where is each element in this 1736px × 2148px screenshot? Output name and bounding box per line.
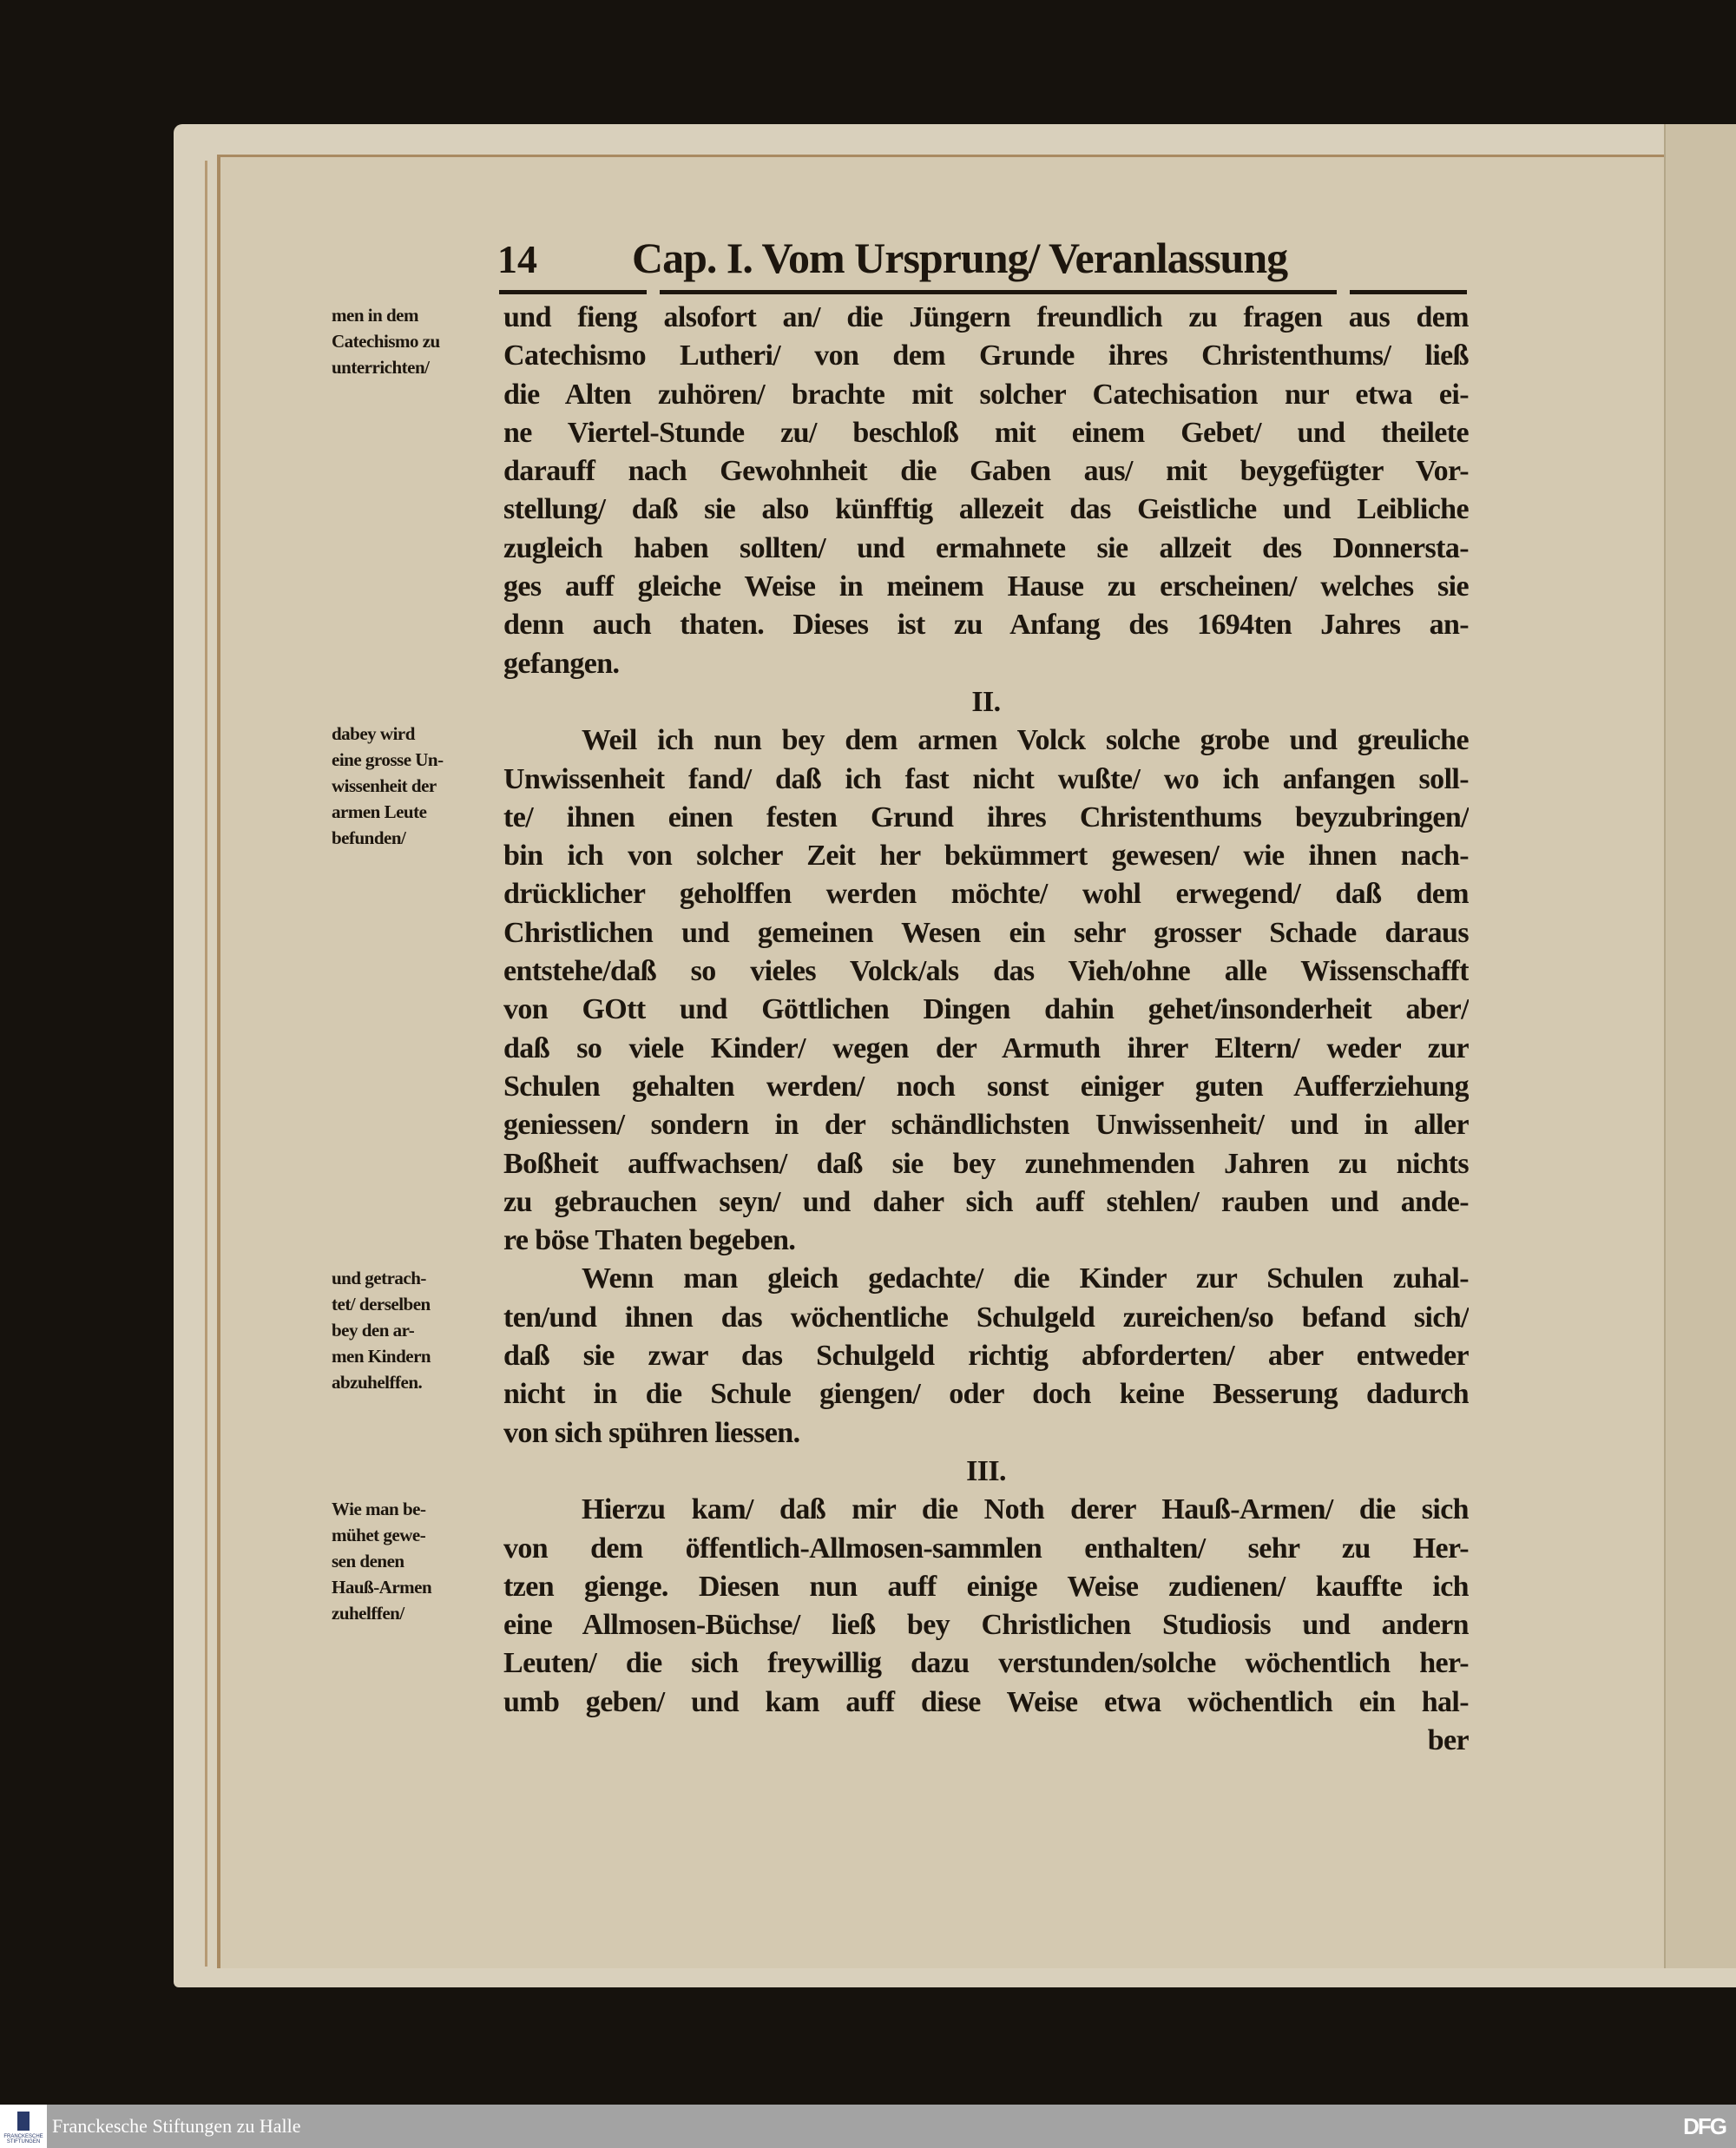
text-line: darauff nach Gewohnheit die Gaben aus/ mit beygefügter Vor-: [503, 455, 1469, 488]
dfg-logo[interactable]: DFG: [1683, 2113, 1726, 2139]
text-line: und fieng alsofort an/ die Jüngern freundlich zu fragen aus dem: [503, 301, 1469, 333]
logo-caption: FRANCKESCHE STIFTUNGEN: [3, 2134, 43, 2145]
text-line: Unwissenheit fand/ daß ich fast nicht wußte/ wo ich anfangen soll-: [503, 762, 1469, 795]
marginal-note-line: men Kindern: [332, 1346, 431, 1367]
text-line: stellung/ daß sie also künfftig allezeit das Geistliche und Leibliche: [503, 493, 1469, 526]
text-line: zugleich haben sollten/ und ermahnete sie allzeit des Donnersta-: [503, 531, 1469, 564]
marginal-note: [332, 302, 496, 380]
marginal-note-line: sen denen: [332, 1551, 404, 1571]
viewer-footer: [0, 2105, 1736, 2148]
text-line: Wenn man gleich gedachte/ die Kinder zur Schulen zuhal-: [582, 1262, 1469, 1295]
marginal-note-line: abzuhelffen.: [332, 1372, 423, 1393]
text-line: Leuten/ die sich freywillig dazu verstunden/solche wöchentlich her-: [503, 1647, 1469, 1680]
marginal-note-line: wissenheit der: [332, 775, 437, 796]
text-line: zu gebrauchen seyn/ und daher sich auff stehlen/ rauben und ande-: [503, 1185, 1469, 1218]
text-line: entstehe/daß so vieles Volck/als das Vieh/ohne alle Wissenschafft: [503, 955, 1469, 988]
text-line: re böse Thaten begeben.: [503, 1224, 796, 1257]
text-line: von sich spühren liessen.: [503, 1416, 800, 1449]
text-line: drücklicher geholffen werden möchte/ wohl erwegend/ daß dem: [503, 878, 1469, 911]
marginal-note-line: bey den ar-: [332, 1320, 415, 1341]
marginal-note-line: men in dem: [332, 305, 418, 326]
marginal-note-line: armen Leute: [332, 801, 427, 822]
marginal-note: [332, 1265, 496, 1395]
text-line: umb geben/ und kam auff diese Weise etwa wöchentlich ein hal-: [503, 1685, 1469, 1718]
section-number: II.: [971, 685, 1001, 718]
text-line: Schulen gehalten werden/ noch sonst einiger guten Aufferziehung: [503, 1070, 1469, 1103]
section-number: III.: [966, 1454, 1006, 1487]
text-line: Weil ich nun bey dem armen Volck solche grobe und greuliche: [582, 724, 1469, 757]
marginal-note-line: eine grosse Un-: [332, 749, 444, 770]
text-line: nicht in die Schule giengen/ oder doch keine Besserung dadurch: [503, 1378, 1469, 1411]
text-line: daß so viele Kinder/ wegen der Armuth ihrer Eltern/ weder zur: [503, 1031, 1469, 1064]
text-line: bin ich von solcher Zeit her bekümmert gewesen/ wie ihnen nach-: [503, 840, 1469, 873]
text-line: ten/und ihnen das wöchentliche Schulgeld zureichen/so befand sich/: [503, 1301, 1469, 1334]
text-line: geniessen/ sondern in der schändlichsten Unwissenheit/ und in aller: [503, 1109, 1469, 1142]
marginal-note-line: tet/ derselben: [332, 1294, 431, 1314]
text-line: ne Viertel-Stunde zu/ beschloß mit einem Gebet/ und theilete: [503, 416, 1469, 449]
marginal-note-line: Wie man be-: [332, 1499, 426, 1519]
text-line: daß sie zwar das Schulgeld richtig abforderten/ aber entweder: [503, 1340, 1469, 1373]
body-text: [503, 299, 1469, 1760]
text-line: Boßheit auffwachsen/ daß sie bey zunehmenden Jahren zu nichts: [503, 1147, 1469, 1180]
header-rule: [499, 290, 647, 294]
page-number: 14: [497, 237, 537, 281]
marginal-note: [332, 1496, 496, 1626]
text-line: Catechismo Lutheri/ von dem Grunde ihres Christenthums/ ließ: [503, 339, 1469, 372]
marginal-note-line: zuhelffen/: [332, 1603, 404, 1624]
marginal-note-line: Catechismo zu: [332, 331, 440, 352]
page-stack-edge: [205, 161, 207, 1967]
orphanage-building-icon: [17, 2112, 30, 2131]
marginal-note-line: befunden/: [332, 827, 406, 848]
marginal-note-line: mühet gewe-: [332, 1525, 426, 1545]
marginal-note: [332, 721, 496, 851]
facing-page-edge: [1664, 124, 1736, 1968]
institution-name: Franckesche Stiftungen zu Halle: [52, 2115, 301, 2137]
marginal-note-line: und getrach-: [332, 1268, 426, 1288]
text-line: von GOtt und Göttlichen Dingen dahin gehet/insonderheit aber/: [503, 993, 1469, 1026]
text-line: tzen gienge. Diesen nun auff einige Weise zudienen/ kauffte ich: [503, 1570, 1469, 1603]
text-line: Christlichen und gemeinen Wesen ein sehr grosser Schade daraus: [503, 916, 1469, 949]
text-line: ges auff gleiche Weise in meinem Hause zu erscheinen/ welches sie: [503, 570, 1469, 603]
text-line: ber: [1427, 1723, 1469, 1756]
institution-logo[interactable]: [0, 2105, 47, 2148]
text-line: die Alten zuhören/ brachte mit solcher Catechisation nur etwa ei-: [503, 378, 1469, 411]
text-line: Hierzu kam/ daß mir die Noth derer Hauß-Armen/ die sich: [582, 1493, 1469, 1526]
text-line: eine Allmosen-Büchse/ ließ bey Christlichen Studiosis und andern: [503, 1609, 1469, 1642]
text-line: gefangen.: [503, 647, 620, 680]
header-rule: [660, 290, 1337, 294]
marginal-note-line: dabey wird: [332, 723, 415, 744]
marginal-note-line: Hauß-Armen: [332, 1577, 432, 1598]
text-line: von dem öffentlich-Allmosen-sammlen enthalten/ sehr zu Her-: [503, 1532, 1469, 1565]
text-line: denn auch thaten. Dieses ist zu Anfang des 1694ten Jahres an-: [503, 609, 1469, 642]
header-rule: [1350, 290, 1467, 294]
marginal-note-line: unterrichten/: [332, 357, 430, 378]
text-line: te/ ihnen einen festen Grund ihres Christenthums beyzubringen/: [503, 801, 1469, 834]
running-title: Cap. I. Vom Ursprung/ Veranlassung: [632, 234, 1288, 282]
